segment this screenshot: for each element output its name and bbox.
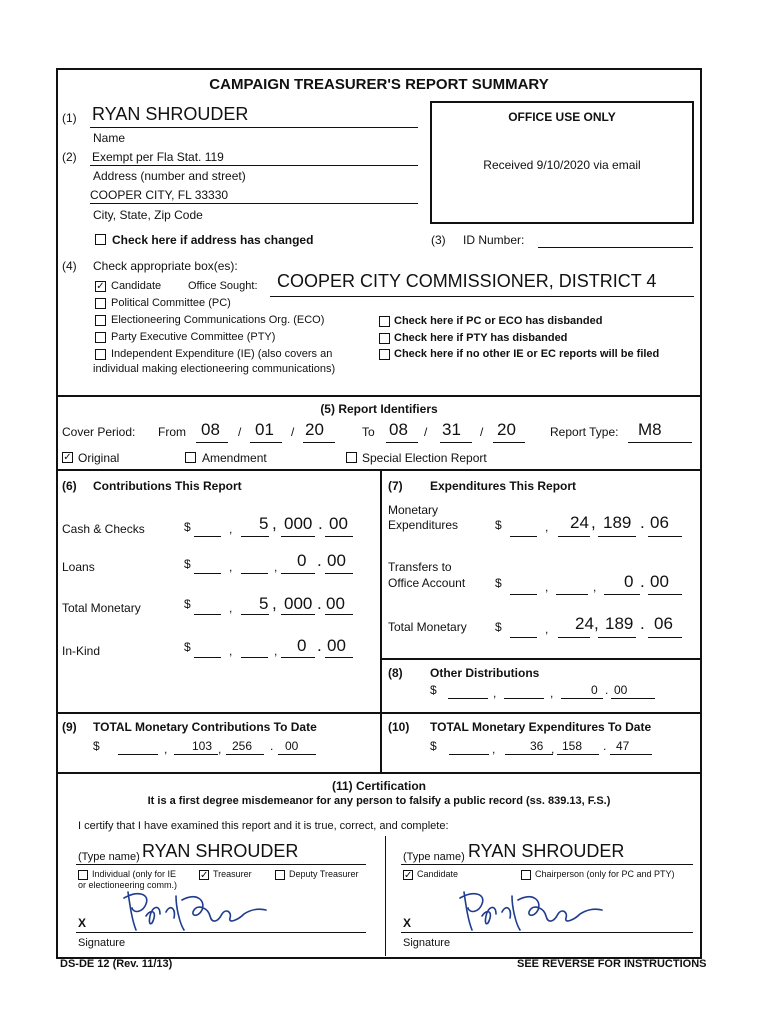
to-day[interactable]: 31 — [442, 420, 461, 439]
treasurer-signature — [110, 886, 270, 938]
from-month[interactable]: 08 — [201, 420, 220, 439]
office-received-note: Received 9/10/2020 via email — [483, 158, 641, 172]
address-changed-checkbox[interactable] — [95, 234, 106, 245]
eco-checkbox[interactable] — [95, 315, 106, 326]
section10-title: TOTAL Monetary Expenditures To Date — [430, 720, 652, 734]
from-day-line — [250, 442, 282, 443]
total-cents[interactable]: 00 — [326, 594, 345, 613]
transfers-label-1: Transfers to — [388, 560, 452, 574]
column-divider — [380, 469, 382, 772]
exp-total-label: Total Monetary — [388, 620, 467, 634]
address-underline — [90, 165, 418, 166]
mon-millions-line — [510, 536, 537, 537]
tr-hundreds[interactable]: 0 — [624, 572, 634, 591]
s9-millions-line — [118, 754, 158, 755]
tot-hundreds-line — [598, 637, 636, 638]
s9-dollar: $ — [93, 739, 100, 753]
dist-comma-2: , — [550, 686, 554, 700]
section8-number: (8) — [388, 666, 403, 680]
cash-hundreds[interactable]: 000 — [284, 514, 313, 533]
ie-label: Independent Expenditure (IE) (also covers an — [111, 348, 333, 360]
loans-thousands-line — [241, 573, 268, 574]
chairperson-checkbox[interactable] — [521, 870, 531, 880]
s10-dollar: $ — [430, 739, 437, 753]
tot-hundreds[interactable]: 189 — [605, 614, 634, 633]
amendment-checkbox[interactable] — [185, 452, 196, 463]
tr-dot: . — [640, 572, 645, 591]
tot-comma-2: , — [594, 614, 599, 633]
mon-dot: . — [640, 513, 645, 532]
report-type-line — [628, 442, 692, 443]
left-typed-name[interactable]: RYAN SHROUDER — [142, 841, 299, 861]
s9-dot: . — [270, 739, 274, 753]
total-dollar: $ — [184, 597, 191, 611]
tot-millions-line — [510, 637, 537, 638]
total-thousands[interactable]: 5 — [259, 594, 269, 613]
address-changed-label: Check here if address has changed — [112, 233, 314, 247]
dist-comma-1: , — [493, 686, 497, 700]
total-hundreds[interactable]: 000 — [284, 594, 313, 613]
from-label: From — [158, 425, 186, 439]
to-slash-2: / — [480, 425, 484, 439]
office-sought-underline — [270, 296, 694, 297]
section7-title: Expenditures This Report — [430, 479, 577, 493]
total-millions-line — [194, 614, 221, 615]
tr-dollar: $ — [495, 576, 502, 590]
form-number: DS-DE 12 (Rev. 11/13) — [60, 958, 173, 970]
id-number-field[interactable] — [538, 247, 693, 248]
special-election-checkbox[interactable] — [346, 452, 357, 463]
tot-thousands-line — [558, 637, 590, 638]
pty-checkbox[interactable] — [95, 332, 106, 343]
s9-hundreds[interactable]: 256 — [232, 739, 253, 753]
individual-checkbox[interactable] — [78, 870, 88, 880]
dist-cents[interactable]: 00 — [614, 683, 628, 697]
cash-cents[interactable]: 00 — [329, 514, 348, 533]
section10-number: (10) — [388, 720, 410, 734]
office-sought-label: Office Sought: — [188, 280, 258, 292]
section8-title: Other Distributions — [430, 666, 540, 680]
mon-thousands-line — [558, 536, 590, 537]
s10-cents[interactable]: 47 — [616, 739, 630, 753]
tr-comma-1: , — [545, 580, 549, 594]
individual-label: Individual (only for IE — [92, 869, 177, 879]
mon-cents[interactable]: 06 — [650, 513, 669, 532]
cash-thousands-line — [241, 536, 269, 537]
tot-dot: . — [640, 614, 645, 633]
cash-checks-label: Cash & Checks — [62, 522, 145, 536]
section4-number: (4) — [62, 259, 77, 273]
mon-hundreds-line — [598, 536, 636, 537]
treasurer-label: Treasurer — [213, 869, 252, 879]
s10-hundreds[interactable]: 158 — [562, 739, 583, 753]
disband-pc-checkbox[interactable] — [379, 316, 390, 327]
cover-period-label: Cover Period: — [62, 425, 136, 439]
right-signature-label: Signature — [403, 937, 451, 949]
to-year-line — [493, 442, 525, 443]
from-year-line — [303, 442, 335, 443]
inkind-comma-1: , — [229, 644, 233, 658]
id-number-label: ID Number: — [463, 233, 525, 247]
cash-comma-2: , — [272, 514, 277, 533]
loans-hundreds[interactable]: 0 — [297, 551, 307, 570]
eco-label: Electioneering Communications Org. (ECO) — [111, 314, 325, 326]
to-year[interactable]: 20 — [497, 420, 516, 439]
left-type-name-label: (Type name) — [78, 851, 140, 863]
dist-dollar: $ — [430, 683, 437, 697]
mon-dollar: $ — [495, 518, 502, 532]
section9-title: TOTAL Monetary Contributions To Date — [93, 720, 317, 734]
ie-label-continued: individual making electioneering communications) — [93, 363, 336, 375]
section4-label: Check appropriate box(es): — [93, 259, 238, 273]
from-day[interactable]: 01 — [255, 420, 274, 439]
chairperson-label: Chairperson (only for PC and PTY) — [535, 869, 675, 879]
dist-thousands-line — [504, 698, 544, 699]
tot-cents-line — [648, 637, 682, 638]
divider-section5 — [57, 395, 701, 397]
s10-thousands[interactable]: 36 — [530, 739, 544, 753]
s10-cents-line — [610, 754, 652, 755]
deputy-treasurer-label: Deputy Treasurer — [289, 869, 359, 879]
monetary-expenditures-label-1: Monetary — [388, 503, 439, 517]
report-type-label: Report Type: — [550, 425, 619, 439]
section5-title: (5) Report Identifiers — [320, 402, 438, 416]
s9-thousands[interactable]: 103 — [192, 739, 213, 753]
tr-comma-2: , — [593, 580, 597, 594]
loans-cents-line — [325, 573, 353, 574]
inkind-dot: . — [317, 636, 322, 655]
cash-hundreds-line — [281, 536, 315, 537]
tot-comma-1: , — [545, 622, 549, 636]
amendment-label: Amendment — [202, 451, 267, 465]
loans-comma-2: , — [274, 560, 278, 574]
candidate-sign-checkbox[interactable]: ✓ — [404, 870, 413, 881]
s10-comma-1: , — [492, 742, 496, 756]
pc-checkbox[interactable] — [95, 298, 106, 309]
right-x-mark: X — [403, 916, 412, 930]
city-label: City, State, Zip Code — [93, 208, 203, 222]
dist-cents-line — [611, 698, 655, 699]
city-underline — [90, 203, 418, 204]
cash-thousands[interactable]: 5 — [259, 514, 269, 533]
section7-number: (7) — [388, 479, 403, 493]
form-title: CAMPAIGN TREASURER'S REPORT SUMMARY — [209, 76, 549, 93]
tot-dollar: $ — [495, 620, 502, 634]
candidate-label: Candidate — [111, 280, 162, 292]
special-election-label: Special Election Report — [362, 451, 487, 465]
name-underline — [90, 127, 418, 128]
certification-statement: I certify that I have examined this report and it is true, correct, and complete: — [78, 820, 449, 832]
tr-cents-line — [648, 594, 682, 595]
s9-thousands-line — [174, 754, 218, 755]
dist-dot: . — [605, 683, 609, 697]
disband-pty-label: Check here if PTY has disbanded — [394, 332, 568, 344]
reverse-instructions: SEE REVERSE FOR INSTRUCTIONS — [517, 958, 707, 970]
certification-warning: It is a first degree misdemeanor for any person to falsify a public record (ss. 839.13, F.S.) — [147, 795, 611, 807]
office-use-title: OFFICE USE ONLY — [508, 110, 616, 124]
to-label: To — [362, 425, 375, 439]
mon-comma-1: , — [545, 520, 549, 534]
dist-hundreds-line — [561, 698, 603, 699]
total-thousands-line — [241, 614, 269, 615]
s9-comma-1: , — [164, 742, 168, 756]
from-slash-1: / — [238, 425, 242, 439]
s9-comma-2: , — [218, 742, 222, 756]
candidate-signature — [446, 886, 606, 938]
cash-millions-line — [194, 536, 221, 537]
inkind-thousands-line — [241, 657, 268, 658]
tr-hundreds-line — [604, 594, 640, 595]
s9-cents[interactable]: 00 — [285, 739, 299, 753]
mon-cents-line — [648, 536, 682, 537]
tr-thousands-line — [556, 594, 588, 595]
s10-hundreds-line — [557, 754, 599, 755]
divider-section11 — [57, 772, 701, 774]
candidate-checkbox[interactable]: ✓ — [96, 281, 105, 292]
loans-label: Loans — [62, 560, 95, 574]
candidate-name-value[interactable]: RYAN SHROUDER — [92, 104, 249, 124]
treasurer-checkbox[interactable]: ✓ — [200, 870, 209, 881]
individual-label-continued: or electioneering comm.) — [78, 880, 178, 890]
section3-number: (3) — [431, 233, 446, 247]
section9-number: (9) — [62, 720, 77, 734]
s10-dot: . — [603, 739, 607, 753]
transfers-label-2: Office Account — [388, 576, 466, 590]
dist-hundreds[interactable]: 0 — [591, 683, 598, 697]
s9-cents-line — [278, 754, 316, 755]
certification-title: (11) Certification — [331, 779, 427, 793]
monetary-expenditures-label-2: Expenditures — [388, 518, 459, 532]
pc-label: Political Committee (PC) — [111, 297, 231, 309]
tr-cents[interactable]: 00 — [650, 572, 669, 591]
to-slash-1: / — [424, 425, 428, 439]
original-label: Original — [78, 451, 120, 465]
report-type-value[interactable]: M8 — [638, 420, 662, 439]
right-typed-name[interactable]: RYAN SHROUDER — [468, 841, 625, 861]
loans-comma-1: , — [229, 560, 233, 574]
loans-hundreds-line — [281, 573, 315, 574]
mon-thousands[interactable]: 24 — [570, 513, 589, 532]
tr-millions-line — [510, 594, 537, 595]
original-checkbox[interactable]: ✓ — [63, 452, 72, 463]
right-name-underline — [401, 864, 693, 865]
mon-hundreds[interactable]: 189 — [603, 513, 632, 532]
section6-title: Contributions This Report — [93, 479, 242, 493]
to-month[interactable]: 08 — [389, 420, 408, 439]
s10-thousands-line — [505, 754, 553, 755]
office-sought-value[interactable]: COOPER CITY COMMISSIONER, DISTRICT 4 — [277, 271, 657, 291]
dist-millions-line — [448, 698, 488, 699]
inkind-hundreds-line — [281, 657, 315, 658]
section6-number: (6) — [62, 479, 77, 493]
loans-dollar: $ — [184, 557, 191, 571]
total-dot: . — [317, 594, 322, 613]
inkind-cents-line — [325, 657, 353, 658]
tot-cents[interactable]: 06 — [654, 614, 673, 633]
total-cents-line — [325, 614, 353, 615]
s10-comma-2: , — [551, 742, 555, 756]
address-label: Address (number and street) — [93, 169, 246, 183]
mon-comma-2: , — [591, 513, 596, 532]
section2-number: (2) — [62, 150, 77, 164]
left-name-underline — [76, 864, 366, 865]
divider-section8 — [381, 658, 701, 660]
section1-number: (1) — [62, 111, 77, 125]
s9-hundreds-line — [226, 754, 264, 755]
inkind-cents[interactable]: 00 — [327, 636, 346, 655]
inkind-comma-2: , — [274, 644, 278, 658]
from-slash-2: / — [291, 425, 295, 439]
left-x-mark: X — [78, 916, 87, 930]
disband-pc-label: Check here if PC or ECO has disbanded — [394, 315, 603, 327]
to-day-line — [440, 442, 472, 443]
disband-pty-checkbox[interactable] — [379, 333, 390, 344]
deputy-treasurer-checkbox[interactable] — [275, 870, 285, 880]
ie-checkbox[interactable] — [95, 349, 106, 360]
total-comma-1: , — [229, 601, 233, 615]
cash-dollar: $ — [184, 520, 191, 534]
in-kind-label: In-Kind — [62, 644, 101, 658]
inkind-millions-line — [194, 657, 221, 658]
cash-comma-1: , — [229, 522, 233, 536]
from-month-line — [196, 442, 228, 443]
left-signature-label: Signature — [78, 937, 126, 949]
address-value[interactable]: Exempt per Fla Stat. 119 — [92, 150, 224, 164]
no-other-reports-checkbox[interactable] — [379, 349, 390, 360]
inkind-dollar: $ — [184, 640, 191, 654]
divider-section6 — [57, 469, 701, 471]
total-comma-2: , — [272, 594, 277, 613]
to-month-line — [386, 442, 418, 443]
from-year[interactable]: 20 — [305, 420, 324, 439]
cash-dot: . — [318, 514, 323, 533]
pty-label: Party Executive Committee (PTY) — [111, 331, 276, 343]
right-type-name-label: (Type name) — [403, 851, 465, 863]
divider-section9 — [57, 712, 701, 714]
total-monetary-label: Total Monetary — [62, 601, 141, 615]
signature-divider — [385, 836, 386, 956]
loans-millions-line — [194, 573, 221, 574]
loans-dot: . — [317, 551, 322, 570]
city-value[interactable]: COOPER CITY, FL 33330 — [90, 188, 229, 202]
total-hundreds-line — [281, 614, 315, 615]
s10-millions-line — [449, 754, 489, 755]
tot-thousands[interactable]: 24 — [575, 614, 594, 633]
name-label: Name — [93, 131, 126, 145]
no-other-reports-label: Check here if no other IE or EC reports will be filed — [394, 348, 660, 360]
candidate-sign-label: Candidate — [417, 869, 459, 879]
loans-cents[interactable]: 00 — [327, 551, 346, 570]
inkind-hundreds[interactable]: 0 — [297, 636, 307, 655]
cash-cents-line — [325, 536, 353, 537]
